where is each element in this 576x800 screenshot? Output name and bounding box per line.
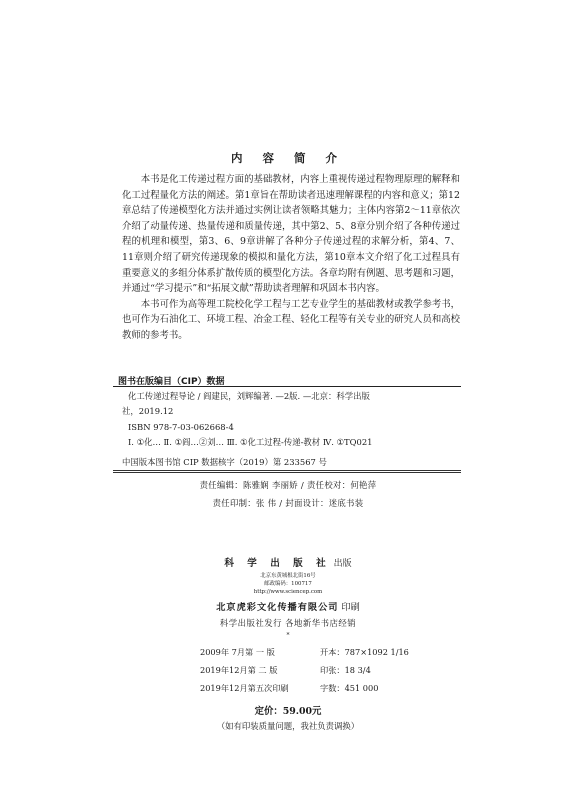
cip-line-publisher: 社，2019.12	[122, 406, 174, 417]
separator-star: *	[286, 632, 290, 639]
word-count-value: 451 000	[344, 683, 379, 693]
printing-date: 2019年12月第五次印刷	[200, 683, 289, 693]
intro-body	[122, 172, 460, 344]
edition-date: 2019年12月第 二 版	[200, 665, 278, 675]
cip-top-rule	[113, 386, 461, 387]
published-label: 出版	[333, 559, 352, 569]
format-label: 开本：	[320, 647, 345, 657]
publisher-postcode: 邮政编码：100717	[264, 581, 312, 587]
word-count-label: 字数：	[320, 683, 345, 693]
intro-paragraph-1: 本书是化工传递过程方面的基础教材，内容上重视传递过程物理原理的解释和化工过程量化方法的阐述。第1章旨在帮助读者迅速理解课程的内容和意义；第12章总结了传递模型化方法并通过实例让读者领略其魅力；主体内容第2～11章依次介绍了动量传递、热量传递和质量传递，其中第2、5、8章分别介绍了各种传递过程的机理和模型，第3、6、9章讲解了各种分子传递过程的求解分析，第4、7、11章则介绍了研究传递现象的模拟和量化方法，第10章本文介绍了化工过程具有重要意义的多组分体系扩散传质的模型化方法。各章均附有例题、思考题和习题，并通过“学习提示”和“拓展文献”帮助读者理解和巩固本书内容。	[122, 174, 460, 295]
production-line: 责任印制：张 伟 / 封面设计：迷底书装	[212, 498, 364, 508]
intro-title: 内 容 简 介	[230, 151, 345, 165]
sheets-label: 印张：	[320, 665, 345, 675]
publisher-line	[0, 555, 576, 569]
printed-label: 印刷	[341, 602, 360, 613]
edition-date: 2009年 7月第 一 版	[200, 647, 275, 657]
cip-line-title: 化工传递过程导论 / 阎建民，刘辉编著. —2版. —北京：科学出版	[128, 391, 370, 401]
cip-number: 中国版本图书馆 CIP 数据核字（2019）第 233567 号	[122, 457, 327, 467]
quality-notice: （如有印装质量问题，我社负责调换）	[216, 721, 360, 731]
sheets-value: 18 3/4	[344, 665, 371, 675]
printer-name: 北京虎彩文化传播有限公司	[216, 602, 339, 613]
format-value: 787×1092 1/16	[344, 647, 409, 657]
printer-line	[0, 599, 576, 613]
edition-row-3	[200, 683, 480, 694]
publisher-url: http://www.sciencep.com	[253, 589, 323, 595]
intro-paragraph-2: 本书可作为高等理工院校化学工程与工艺专业学生的基础教材或教学参考书，也可作为石油化工、环境工程、冶金工程、轻化工程等有关专业的研究人员和高校教师的参考书。	[122, 298, 460, 341]
cip-block	[122, 389, 462, 450]
edition-row-2	[200, 665, 480, 676]
cip-line-isbn: ISBN 978-7-03-062668-4	[128, 421, 234, 432]
cip-heading: 图书在版编目（CIP）数据	[118, 377, 225, 387]
editors-line: 责任编辑：陈雅娴 李丽娇 / 责任校对：何艳萍	[199, 480, 377, 490]
publisher-name: 科 学 出 版 社	[224, 558, 331, 569]
price: 定价：59.00元	[254, 706, 322, 717]
cip-line-classification: Ⅰ. ①化… Ⅱ. ①阎…②刘… Ⅲ. ①化工过程-传递-教材 Ⅳ. ①TQ021	[128, 436, 373, 447]
distribution-line: 科学出版社发行 各地新华书店经销	[219, 618, 357, 628]
cip-bottom-rule-2	[113, 472, 461, 473]
publisher-address: 北京东黄城根北街16号	[260, 573, 316, 579]
edition-row-1	[200, 647, 480, 658]
